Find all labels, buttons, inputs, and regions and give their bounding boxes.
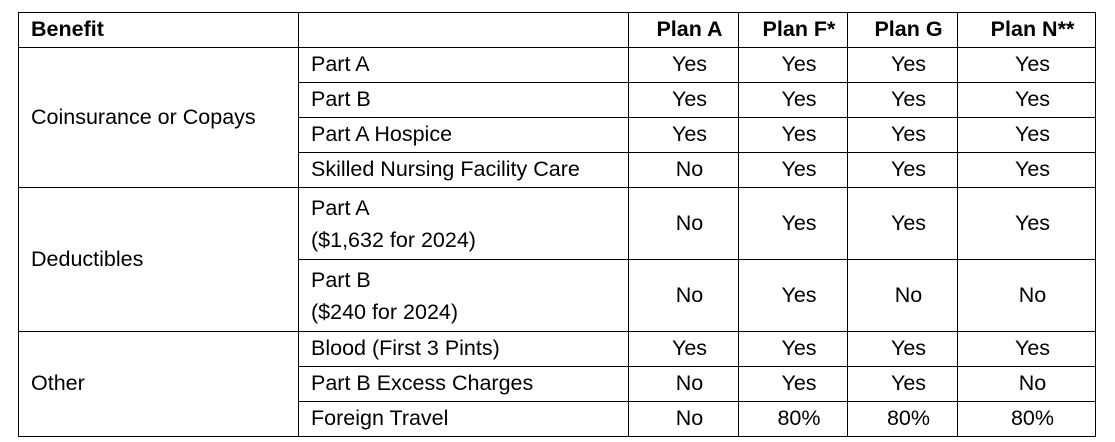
row-label: Part B Excess Charges [299,367,629,402]
cell-plan-g: Yes [848,367,958,402]
row-label [299,260,629,332]
cell-plan-a: No [629,367,739,402]
cell-plan-f: Yes [739,48,848,83]
row-label: Part A Hospice [299,118,629,153]
cell-plan-n: Yes [958,48,1096,83]
cell-plan-g: No [848,260,958,332]
table-row [19,188,1096,260]
cell-plan-f: Yes [739,260,848,332]
cell-plan-n: Yes [958,332,1096,367]
row-label-note: ($1,632 for 2024) [311,228,476,252]
cell-plan-g: Yes [848,332,958,367]
row-label: Part A [299,48,629,83]
cell-plan-a: No [629,153,739,188]
header-benefit: Benefit [19,13,299,48]
row-label-line: Part B [311,268,371,292]
row-label: Foreign Travel [299,402,629,437]
cell-plan-a: Yes [629,83,739,118]
row-label-line: Part A [311,196,370,220]
cell-plan-n: 80% [958,402,1096,437]
cell-plan-n: Yes [958,83,1096,118]
cell-plan-f: Yes [739,367,848,402]
header-plan-n: Plan N** [958,13,1096,48]
cell-plan-f: Yes [739,188,848,260]
cell-plan-g: Yes [848,153,958,188]
row-label: Skilled Nursing Facility Care [299,153,629,188]
header-plan-f: Plan F* [739,13,848,48]
cell-plan-n: No [958,367,1096,402]
cell-plan-n: Yes [958,118,1096,153]
cell-plan-n: No [958,260,1096,332]
cell-plan-a: No [629,402,739,437]
benefits-comparison-table [18,12,1096,437]
cell-plan-a: Yes [629,332,739,367]
header-subcategory [299,13,629,48]
header-plan-g: Plan G [848,13,958,48]
cell-plan-g: Yes [848,48,958,83]
row-label-note: ($240 for 2024) [311,300,459,324]
cell-plan-a: Yes [629,48,739,83]
cell-plan-g: Yes [848,188,958,260]
cell-plan-n: Yes [958,153,1096,188]
group-label: Deductibles [19,188,299,332]
header-plan-a: Plan A [629,13,739,48]
group-label: Coinsurance or Copays [19,48,299,188]
cell-plan-f: Yes [739,332,848,367]
cell-plan-g: Yes [848,83,958,118]
cell-plan-a: No [629,260,739,332]
cell-plan-f: 80% [739,402,848,437]
cell-plan-a: No [629,188,739,260]
header-row [19,13,1096,48]
cell-plan-a: Yes [629,118,739,153]
table-row [19,48,1096,83]
row-label [299,188,629,260]
table-row [19,332,1096,367]
group-label: Other [19,332,299,437]
row-label: Blood (First 3 Pints) [299,332,629,367]
cell-plan-f: Yes [739,83,848,118]
cell-plan-f: Yes [739,153,848,188]
cell-plan-n: Yes [958,188,1096,260]
row-label: Part B [299,83,629,118]
cell-plan-f: Yes [739,118,848,153]
cell-plan-g: Yes [848,118,958,153]
cell-plan-g: 80% [848,402,958,437]
